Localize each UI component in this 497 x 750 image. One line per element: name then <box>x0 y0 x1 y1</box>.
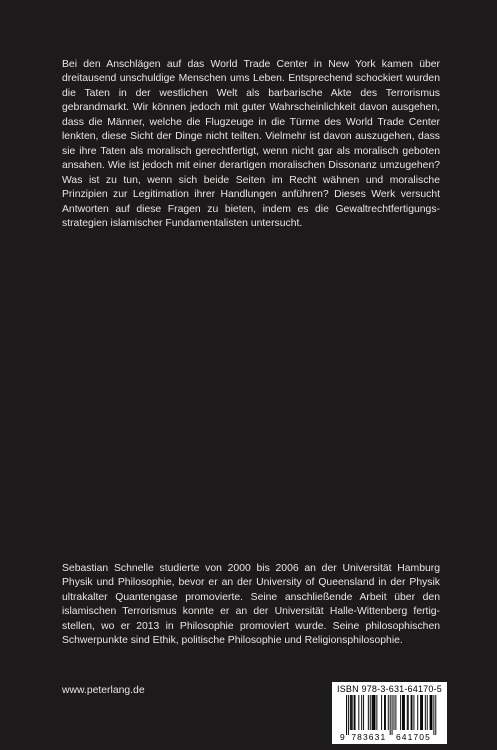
barcode-bar <box>361 695 362 730</box>
barcode-bar <box>348 695 349 735</box>
barcode-bar <box>363 695 364 730</box>
barcode-bar <box>412 695 413 730</box>
barcode-bar <box>427 695 428 730</box>
barcode-bar <box>358 695 359 730</box>
barcode-bar <box>408 695 409 730</box>
barcode-bar <box>400 695 401 730</box>
barcode-bar <box>355 695 356 730</box>
barcode-bar <box>385 695 386 730</box>
barcode-bar <box>422 695 423 730</box>
barcode-bar <box>413 695 414 730</box>
barcode-left-digits: 783631 <box>351 732 387 742</box>
barcode-bar <box>430 695 431 730</box>
barcode-bar <box>372 695 373 730</box>
barcode-bar <box>395 695 396 730</box>
barcode-bar <box>352 695 353 730</box>
barcode-bar <box>381 695 382 730</box>
barcode-bar <box>373 695 374 730</box>
barcode-bar <box>407 695 408 730</box>
author-bio: Sebastian Schnelle studierte von 2000 bis 2006 an der Universität Hamburg Physik und Philosophie, bevor er an der University of Queensland in der Physik ultrakalter Quantengase promovierte. Seine anschließende Arbeit über den islamischen Terrorismus konnte er an der Universität Halle-Wittenberg fertigstellen, wo er 2013 in Philosophie promoviert wurde. Seine philosophischen Schwerpunkte sind Ethik, politische Philosophie und Religionsphilosophie. <box>62 563 440 647</box>
barcode-bar <box>354 695 355 730</box>
barcode-bar <box>368 695 369 730</box>
publisher-url[interactable]: www.peterlang.de <box>62 685 145 696</box>
barcode-bar <box>435 695 436 735</box>
barcode-bar <box>421 695 422 730</box>
barcode-bar <box>376 695 377 730</box>
barcode-first-digit: 9 <box>340 732 346 742</box>
barcode-right-digits: 641705 <box>395 732 431 742</box>
barcode-bar <box>411 695 412 730</box>
barcode-bar <box>370 695 371 730</box>
barcode-bar <box>351 695 352 730</box>
barcode-bar <box>394 695 395 730</box>
barcode-bar <box>425 695 426 730</box>
barcode-bar <box>403 695 404 730</box>
barcode-graphic <box>340 695 440 742</box>
barcode-bar <box>420 695 421 730</box>
barcode-bar <box>404 695 405 730</box>
isbn-label: ISBN 978-3-631-64170-5 <box>337 684 442 694</box>
isbn-barcode <box>332 682 447 744</box>
barcode-bar <box>402 695 403 730</box>
barcode-bar <box>432 695 433 730</box>
back-cover-blurb: Bei den Anschlägen auf das World Trade Center in New York kamen über dreitausend unschuldige Menschen ums Leben. Entsprechend schockiert wurden die Taten in der westlichen Welt als barbarische Akte des Terrorismus gebrandmarkt. Wir können jedoch mit guter Wahrscheinlichkeit davon ausgehen, dass die Männer, welche die Flugzeuge in die Türme des World Trade Center lenkten, diese Sicht der Dinge nicht teilten. Vielmehr ist davon auszugehen, dass sie ihre Taten als moralisch gerechtfertigt, wenn nicht gar als moralisch geboten ansahen. Wie ist jedoch mit einer derartigen moralischen Dissonanz umzugehen? Was ist zu tun, wenn sich beide Seiten im Recht wähnen und moralische Prinzipien zur Legitimation ihrer Handlungen anführen? Dieses Werk versucht Antworten auf diese Fragen zu bieten, indem es die Gewaltrechtfertigungsstrategien islamischer Fundamentalisten untersucht. <box>62 59 440 229</box>
barcode-bar <box>417 695 418 730</box>
barcode-bar <box>433 695 434 735</box>
barcode-bar <box>346 695 347 735</box>
barcode-bar <box>374 695 375 730</box>
barcode-bar <box>431 695 432 730</box>
barcode-bar <box>390 695 391 735</box>
barcode-bar <box>350 695 351 730</box>
barcode-bar <box>375 695 376 730</box>
barcode-bar <box>384 695 385 730</box>
barcode-bar <box>392 695 393 735</box>
barcode-bar <box>388 695 389 730</box>
